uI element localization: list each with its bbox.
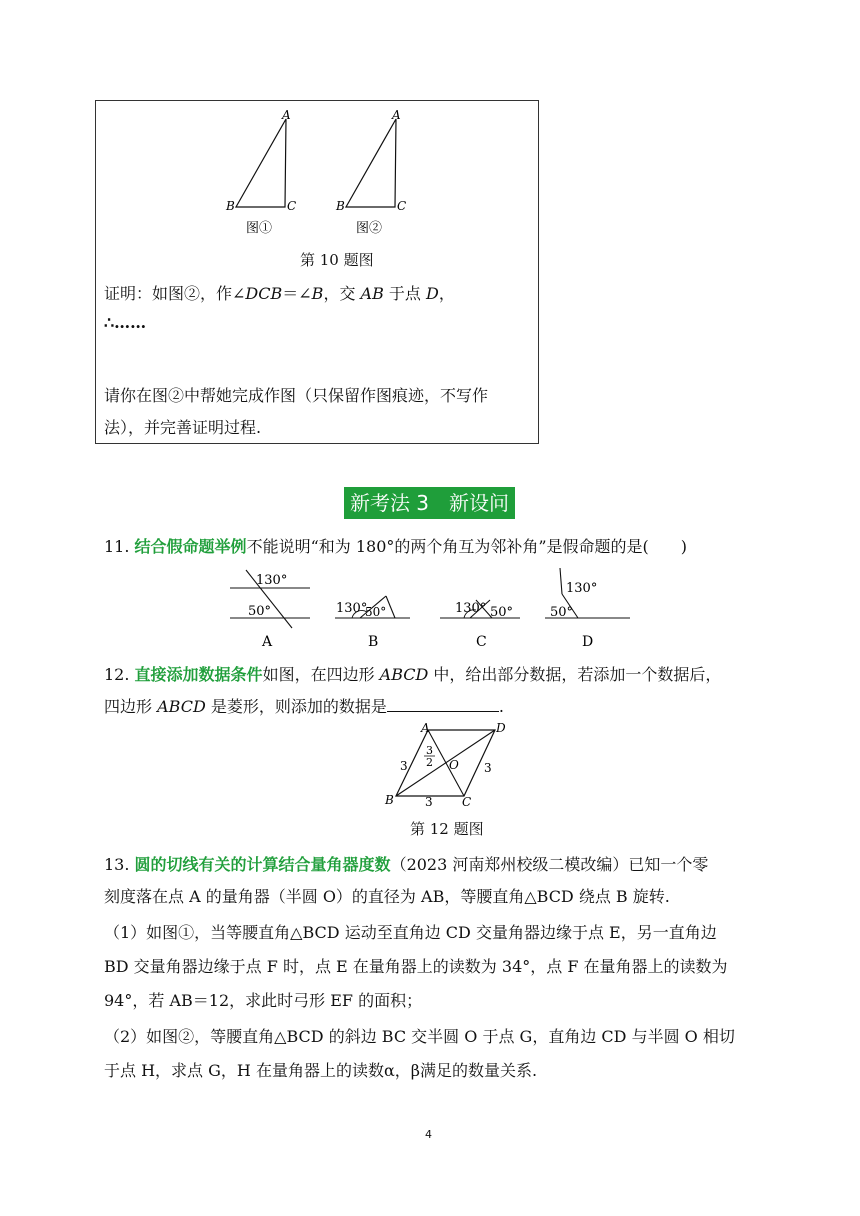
q13-source: （2023 河南郑州校级二模改编）已知一个零 (390, 855, 709, 874)
q12-figure-title: 第 12 题图 (410, 820, 484, 838)
option-d-angle1: 130° (566, 581, 598, 596)
q11-text: 不能说明“和为 180°的两个角互为邻补角”是假命题的是( ) (246, 537, 688, 556)
q13-line2: 刻度落在点 A 的量角器（半圆 O）的直径为 AB，等腰直角△BCD 绕点 B 旋转. (104, 887, 670, 906)
q11-tag: 结合假命题举例 (134, 537, 247, 556)
option-b-angle2: 50° (365, 605, 387, 619)
q12-figure (380, 718, 510, 816)
proof-mid: ，交 (323, 284, 361, 303)
q12-ao-num: 3 (426, 744, 433, 757)
q12-label-o: O (449, 758, 459, 772)
q11-question (104, 534, 687, 557)
q11-number: 11. (104, 537, 130, 556)
q13-part1-line2: BD 交量角器边缘于点 F 时，点 E 在量角器上的读数为 34°，点 F 在量角器上的读数为 (104, 957, 728, 976)
option-d-angle2: 50° (550, 605, 574, 620)
q13-tag: 圆的切线有关的计算结合量角器度数 (134, 855, 391, 874)
fig2-caption: 图② (356, 221, 383, 236)
q10-figure-1 (225, 109, 296, 236)
q11-option-a (230, 570, 310, 650)
proof-end: ， (438, 284, 455, 303)
proof-b: B (311, 284, 324, 303)
q12-label-c: C (462, 795, 472, 809)
q12-question-line2 (104, 694, 504, 717)
q12-side-cd: 3 (484, 761, 492, 775)
option-c-angle1: 130° (455, 601, 487, 616)
q12-abcd-1: ABCD (379, 665, 429, 684)
q12-text-2b: 是菱形，则添加的数据是 (205, 697, 387, 716)
proof-ab: AB (360, 284, 384, 303)
q12-side-bc: 3 (425, 795, 433, 809)
option-c-label: C (476, 634, 487, 650)
q11-option-d (545, 568, 630, 650)
q12-tag: 直接添加数据条件 (134, 665, 263, 684)
q13-part1-line1: （1）如图①，当等腰直角△BCD 运动至直角边 CD 交量角器边缘于点 E，另一直角边 (104, 923, 717, 942)
proof-d: D (426, 284, 439, 303)
option-b-label: B (368, 634, 379, 650)
fig2-label-b: B (336, 199, 345, 213)
q12-question-line1 (104, 662, 721, 685)
q12-ao-den: 2 (426, 756, 433, 769)
fig1-caption: 图① (246, 221, 273, 236)
fig1-label-c: C (287, 199, 297, 213)
q13-number: 13. (104, 855, 130, 874)
option-a-label: A (262, 634, 273, 650)
q13-question-line1 (104, 852, 708, 875)
q11-options-figure (220, 566, 640, 656)
q13-part1-line3: 94°，若 AB＝12，求此时弓形 EF 的面积； (104, 991, 423, 1010)
q12-text-1b: 中，给出部分数据，若添加一个数据后， (428, 665, 722, 684)
option-c-angle2: 50° (490, 605, 514, 620)
q12-text-2a: 四边形 (104, 697, 158, 716)
q12-label-d: D (496, 721, 506, 735)
q10-therefore: ∴…… (104, 313, 147, 332)
q10-box (95, 100, 539, 444)
q11-option-c (440, 600, 520, 650)
q10-instruction-2: 法），并完善证明过程. (104, 418, 262, 437)
fig1-label-a: A (282, 109, 291, 122)
fig2-label-c: C (397, 199, 407, 213)
q10-figure-title: 第 10 题图 (300, 251, 374, 269)
q12-label-b: B (385, 793, 394, 807)
option-a-angle1: 130° (256, 573, 288, 588)
fig1-label-b: B (226, 199, 235, 213)
option-b-angle1: 130° (336, 601, 368, 616)
q10-instruction-1: 请你在图②中帮她完成作图（只保留作图痕迹，不写作 (104, 386, 489, 405)
proof-dcb: DCB (245, 284, 283, 303)
q12-text-1a: 如图，在四边形 (262, 665, 380, 684)
q12-answer-blank[interactable] (387, 697, 499, 712)
q12-abcd-2: ABCD (157, 697, 206, 716)
q13-part2-line1: （2）如图②，等腰直角△BCD 的斜边 BC 交半圆 O 于点 G，直角边 CD 与半圆 O 相切 (104, 1027, 735, 1046)
q10-figures (216, 109, 426, 239)
fig2-label-a: A (392, 109, 401, 122)
option-d-label: D (582, 634, 594, 650)
option-a-angle2: 50° (248, 604, 272, 619)
q10-figure-2 (335, 109, 406, 236)
q11-option-b (335, 596, 410, 650)
q12-label-a: A (421, 721, 430, 735)
q12-number: 12. (104, 665, 130, 684)
q13-part2-line2: 于点 H，求点 G，H 在量角器上的读数α，β满足的数量关系. (104, 1061, 538, 1080)
q12-text-end: . (498, 697, 504, 716)
section-banner: 新考法 3 新设问 (344, 487, 515, 519)
page-number: 4 (425, 1128, 432, 1141)
q10-proof-line (104, 281, 455, 304)
q12-side-ab: 3 (400, 759, 408, 773)
proof-mid2: 于点 (383, 284, 427, 303)
proof-prefix: 证明：如图②，作∠ (104, 284, 246, 303)
proof-eq: ＝∠ (282, 284, 312, 303)
